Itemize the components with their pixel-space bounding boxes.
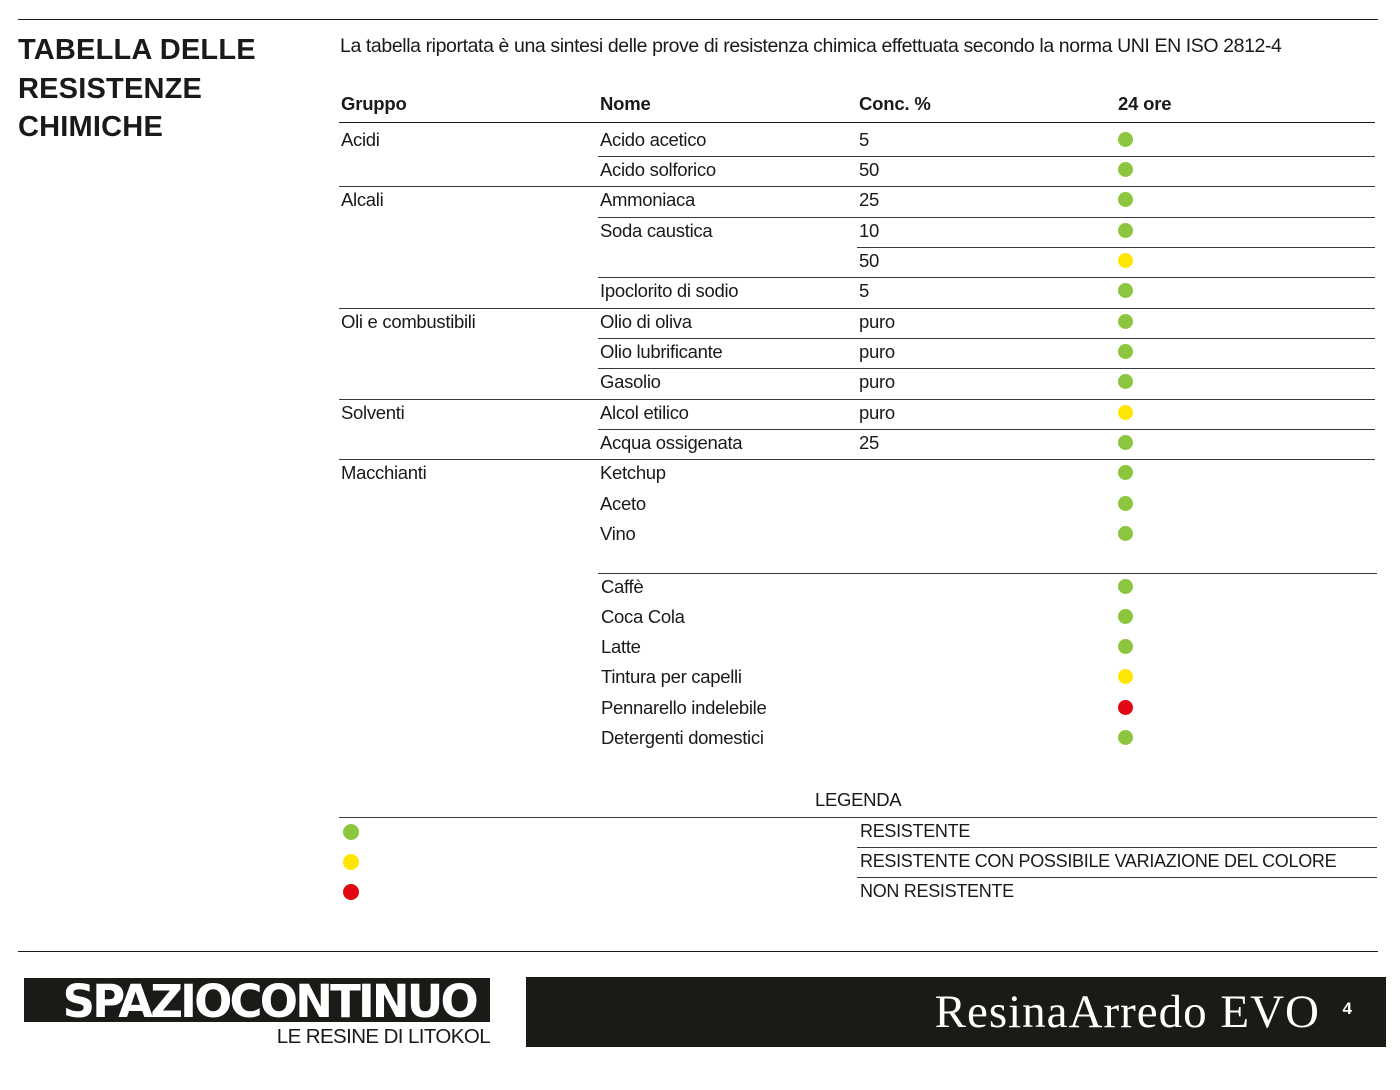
row-divider — [598, 368, 1375, 369]
table-cell-name: Ketchup — [600, 462, 666, 483]
legend-rule — [857, 877, 1377, 878]
table-cell-name: Aceto — [600, 493, 646, 514]
table-cell-name: Acido solforico — [600, 159, 716, 180]
section-title-line: RESISTENZE — [18, 72, 203, 105]
result-dot-green — [1118, 314, 1133, 329]
result-dot-yellow — [1118, 669, 1133, 684]
legend-title: LEGENDA — [815, 789, 902, 810]
legend-rule — [339, 817, 1377, 818]
table-cell-conc: 5 — [859, 280, 869, 301]
row-divider — [339, 399, 1375, 400]
brand-tagline: LE RESINE DI LITOKOL — [276, 1025, 490, 1048]
result-dot-green — [1118, 465, 1133, 480]
table-cell-name: Caffè — [601, 576, 644, 597]
table-cell-name: Vino — [600, 523, 636, 544]
row-divider — [598, 277, 1375, 278]
legend-label: NON RESISTENTE — [860, 881, 1014, 901]
result-dot-green — [1118, 579, 1133, 594]
top-rule — [18, 19, 1378, 20]
table-cell-conc: puro — [859, 341, 895, 362]
product-name: ResinaArredo EVO — [934, 986, 1320, 1038]
bottom-rule — [18, 951, 1378, 952]
result-dot-green — [1118, 435, 1133, 450]
row-divider — [339, 459, 1375, 460]
table-cell-conc: 25 — [859, 189, 879, 210]
table-cell-name: Olio lubrificante — [600, 341, 723, 362]
row-divider — [598, 573, 1377, 574]
result-dot-green — [1118, 223, 1133, 238]
result-dot-green — [1118, 374, 1133, 389]
result-dot-green — [1118, 609, 1133, 624]
table-cell-conc: puro — [859, 402, 895, 423]
page-number: 4 — [1342, 999, 1352, 1018]
table-cell-name: Tintura per capelli — [601, 666, 742, 687]
row-divider — [857, 247, 1375, 248]
table-cell-name: Ammoniaca — [600, 189, 695, 210]
table-cell-conc: puro — [859, 311, 895, 332]
table-cell-name: Coca Cola — [601, 606, 685, 627]
row-divider — [598, 217, 1375, 218]
brand-logo-bar — [24, 978, 490, 1022]
column-header-24h: 24 ore — [1118, 93, 1172, 114]
table-cell-name: Olio di oliva — [600, 311, 692, 332]
table-cell-conc: 5 — [859, 129, 869, 150]
legend-label: RESISTENTE CON POSSIBILE VARIAZIONE DEL COLORE — [860, 851, 1337, 871]
table-cell-group: Solventi — [341, 402, 405, 423]
row-divider — [598, 429, 1375, 430]
result-dot-yellow — [1118, 253, 1133, 268]
result-dot-green — [1118, 526, 1133, 541]
table-cell-name: Acqua ossigenata — [600, 432, 743, 453]
row-divider — [339, 308, 1375, 309]
result-dot-green — [1118, 132, 1133, 147]
column-header-name: Nome — [600, 93, 651, 114]
table-cell-name: Latte — [601, 636, 641, 657]
result-dot-green — [1118, 283, 1133, 298]
result-dot-red — [1118, 700, 1133, 715]
table-cell-conc: puro — [859, 371, 895, 392]
legend-label: RESISTENTE — [860, 821, 971, 841]
table-cell-group: Macchianti — [341, 462, 427, 483]
section-title-line: TABELLA DELLE — [18, 34, 256, 66]
header-rule — [339, 122, 1375, 123]
table-cell-name: Soda caustica — [600, 220, 713, 241]
legend-rule — [857, 847, 1377, 848]
section-title — [18, 31, 318, 147]
result-dot-yellow — [1118, 405, 1133, 420]
row-divider — [598, 156, 1375, 157]
result-dot-green — [1118, 162, 1133, 177]
legend-dot-yellow — [343, 854, 359, 870]
table-cell-group: Oli e combustibili — [341, 311, 476, 332]
resistance-table — [339, 89, 1375, 749]
legend-dot-green — [343, 824, 359, 840]
table-cell-conc: 50 — [859, 159, 879, 180]
table-cell-conc: 25 — [859, 432, 879, 453]
result-dot-green — [1118, 192, 1133, 207]
table-cell-group: Acidi — [341, 129, 380, 150]
product-banner — [526, 977, 1386, 1047]
table-cell-name: Gasolio — [600, 371, 661, 392]
table-cell-name: Acido acetico — [600, 129, 707, 150]
result-dot-green — [1118, 730, 1133, 745]
result-dot-green — [1118, 639, 1133, 654]
table-cell-conc: 50 — [859, 250, 879, 271]
table-cell-name: Detergenti domestici — [601, 727, 764, 748]
brand-name: SPAZIOCONTINUO — [62, 978, 476, 1022]
intro-text: La tabella riportata è una sintesi delle prove di resistenza chimica effettuata secondo la norma UNI EN ISO 2812-4 — [340, 35, 1282, 57]
table-cell-conc: 10 — [859, 220, 879, 241]
result-dot-green — [1118, 344, 1133, 359]
column-header-group: Gruppo — [341, 93, 407, 114]
result-dot-green — [1118, 496, 1133, 511]
table-cell-name: Ipoclorito di sodio — [600, 280, 739, 301]
brand-logo — [24, 978, 490, 1052]
row-divider — [598, 338, 1375, 339]
row-divider — [339, 186, 1375, 187]
table-cell-name: Pennarello indelebile — [601, 697, 767, 718]
column-header-conc: Conc. % — [859, 93, 931, 114]
section-title-line: CHIMICHE — [18, 111, 163, 143]
table-cell-name: Alcol etilico — [600, 402, 689, 423]
legend — [339, 815, 1377, 905]
legend-dot-red — [343, 884, 359, 900]
table-cell-group: Alcali — [341, 189, 384, 210]
